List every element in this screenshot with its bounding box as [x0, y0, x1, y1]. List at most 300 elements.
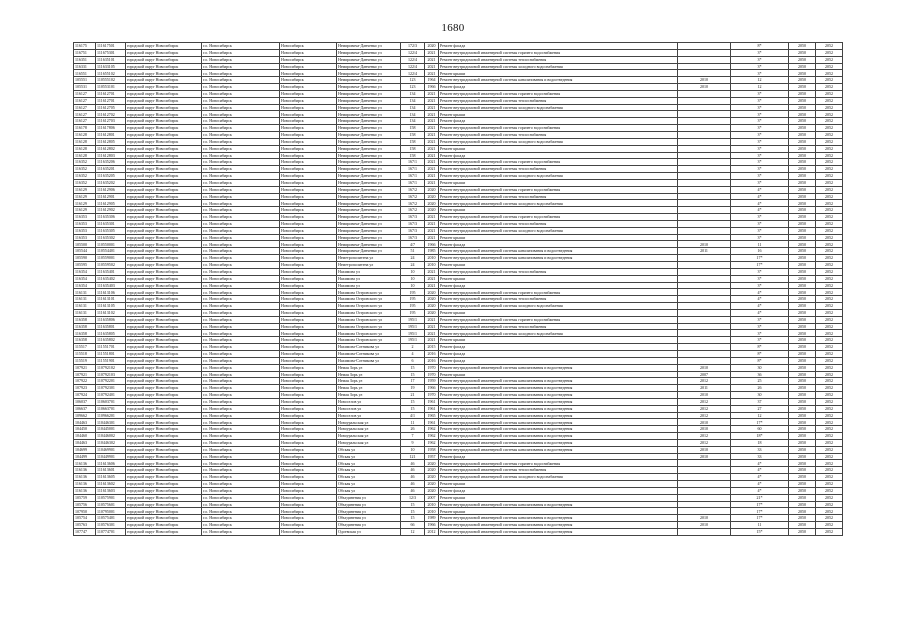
- cell-municipality: г.о. Новосибирск: [202, 49, 280, 56]
- cell-settlement: Новосибирск: [280, 385, 337, 392]
- cell-plan-year-end: 2052: [816, 111, 843, 118]
- cell-address-id: 116751: [74, 49, 96, 56]
- cell-municipal-district: городской округ Новосибирск: [126, 528, 202, 535]
- cell-plan-year-start: 2050: [789, 528, 816, 535]
- cell-wear-percent: 18*: [731, 433, 789, 440]
- table-row: [74, 111, 843, 118]
- cell-last-repair-year: [678, 323, 731, 330]
- cell-plan-year-start: 2050: [789, 508, 816, 515]
- cell-municipality: г.о. Новосибирск: [202, 56, 280, 63]
- cell-work-id: 111635305: [96, 227, 126, 234]
- cell-street: Немировича-Данченко ул: [337, 227, 401, 234]
- repair-schedule-table: [73, 42, 843, 536]
- cell-settlement: Новосибирск: [280, 97, 337, 104]
- cell-settlement: Новосибирск: [280, 357, 337, 364]
- cell-wear-percent: 11: [731, 522, 789, 529]
- cell-street: Нахимова Островского ул: [337, 309, 401, 316]
- cell-house-number: 12: [401, 528, 425, 535]
- cell-plan-year-start: 2050: [789, 323, 816, 330]
- table-row: [74, 392, 843, 399]
- cell-municipality: г.о. Новосибирск: [202, 426, 280, 433]
- cell-last-repair-year: [678, 90, 731, 97]
- cell-work-type: Ремонт фасада: [439, 43, 678, 50]
- cell-street: Немировича-Данченко ул: [337, 214, 401, 221]
- cell-settlement: Новосибирск: [280, 337, 337, 344]
- cell-address-id: 116551: [74, 70, 96, 77]
- table-row: [74, 262, 843, 269]
- cell-address-id: 116128: [74, 138, 96, 145]
- cell-last-repair-year: [678, 282, 731, 289]
- cell-house-number: 195/1: [401, 337, 425, 344]
- cell-municipal-district: городской округ Новосибирск: [126, 186, 202, 193]
- cell-work-type: Ремонт внутридомовой инженерной системы канализования и водоотведения: [439, 412, 678, 419]
- cell-work-type: Ремонт внутридомовой инженерной системы холодного водоснабжения: [439, 104, 678, 111]
- cell-wear-percent: 3*: [731, 179, 789, 186]
- cell-last-repair-year: [678, 528, 731, 535]
- table-row: [74, 385, 843, 392]
- cell-build-year: 1970: [425, 364, 439, 371]
- cell-build-year: 1961: [425, 398, 439, 405]
- cell-wear-percent: 3*: [731, 214, 789, 221]
- cell-municipal-district: городской округ Новосибирск: [126, 131, 202, 138]
- cell-street: Немировича-Данченко ул: [337, 49, 401, 56]
- cell-wear-percent: 3*: [731, 227, 789, 234]
- cell-plan-year-end: 2052: [816, 268, 843, 275]
- cell-wear-percent: 4*: [731, 303, 789, 310]
- table-row: [74, 289, 843, 296]
- cell-settlement: Новосибирск: [280, 378, 337, 385]
- cell-build-year: 2021: [425, 316, 439, 323]
- cell-work-id: 110469901: [96, 446, 126, 453]
- cell-address-id: 116354: [74, 275, 96, 282]
- cell-build-year: 2021: [425, 275, 439, 282]
- cell-work-id: 111612803: [96, 152, 126, 159]
- cell-house-number: 123: [401, 77, 425, 84]
- table-row: [74, 405, 843, 412]
- cell-last-repair-year: [678, 131, 731, 138]
- table-row: [74, 364, 843, 371]
- table-row: [74, 446, 843, 453]
- cell-municipality: г.о. Новосибирск: [202, 508, 280, 515]
- cell-plan-year-end: 2052: [816, 77, 843, 84]
- cell-settlement: Новосибирск: [280, 173, 337, 180]
- cell-street: Нахимова ул: [337, 268, 401, 275]
- cell-municipal-district: городской округ Новосибирск: [126, 439, 202, 446]
- table-row: [74, 433, 843, 440]
- cell-plan-year-start: 2050: [789, 90, 816, 97]
- cell-last-repair-year: [678, 111, 731, 118]
- cell-settlement: Новосибирск: [280, 522, 337, 529]
- cell-work-id: 111612703: [96, 118, 126, 125]
- cell-wear-percent: 3*: [731, 56, 789, 63]
- cell-municipal-district: городской округ Новосибирск: [126, 118, 202, 125]
- table-row: [74, 344, 843, 351]
- cell-plan-year-start: 2050: [789, 248, 816, 255]
- table-row: [74, 63, 843, 70]
- cell-wear-percent: 3*: [731, 97, 789, 104]
- cell-wear-percent: 18: [731, 439, 789, 446]
- cell-last-repair-year: 2010: [678, 522, 731, 529]
- cell-address-id: 106037: [74, 398, 96, 405]
- cell-municipality: г.о. Новосибирск: [202, 515, 280, 522]
- cell-plan-year-start: 2050: [789, 419, 816, 426]
- cell-plan-year-start: 2050: [789, 494, 816, 501]
- cell-work-id: 110575401: [96, 515, 126, 522]
- cell-municipality: г.о. Новосибирск: [202, 84, 280, 91]
- cell-work-id: 111635302: [96, 234, 126, 241]
- cell-street: Нахимова-Сотникова ул: [337, 344, 401, 351]
- cell-work-type: Ремонт фасада: [439, 350, 678, 357]
- cell-last-repair-year: [678, 330, 731, 337]
- cell-house-number: 167/3: [401, 220, 425, 227]
- cell-municipality: г.о. Новосибирск: [202, 309, 280, 316]
- cell-plan-year-end: 2052: [816, 234, 843, 241]
- cell-municipal-district: городской округ Новосибирск: [126, 77, 202, 84]
- cell-last-repair-year: [678, 63, 731, 70]
- cell-address-id: 116136: [74, 487, 96, 494]
- cell-municipality: г.о. Новосибирск: [202, 522, 280, 529]
- cell-municipal-district: городской округ Новосибирск: [126, 179, 202, 186]
- cell-settlement: Новосибирск: [280, 405, 337, 412]
- cell-last-repair-year: 2012: [678, 412, 731, 419]
- cell-plan-year-end: 2052: [816, 207, 843, 214]
- cell-work-type: Ремонт внутридомовой инженерной системы канализования и водоотведения: [439, 378, 678, 385]
- cell-wear-percent: 17*: [731, 515, 789, 522]
- cell-address-id: 115518: [74, 350, 96, 357]
- cell-municipality: г.о. Новосибирск: [202, 487, 280, 494]
- cell-street: Немировича-Данченко ул: [337, 179, 401, 186]
- cell-house-number: 122/4: [401, 56, 425, 63]
- cell-municipal-district: городской округ Новосибирск: [126, 207, 202, 214]
- cell-work-id: 111635306: [96, 214, 126, 221]
- cell-street: Объединения ул: [337, 522, 401, 529]
- cell-wear-percent: 3*: [731, 159, 789, 166]
- cell-municipality: г.о. Новосибирск: [202, 433, 280, 440]
- cell-settlement: Новосибирск: [280, 186, 337, 193]
- cell-work-type: Ремонт внутридомовой инженерной системы теплоснабжения: [439, 296, 678, 303]
- cell-work-type: Ремонт крыши: [439, 70, 678, 77]
- cell-municipality: г.о. Новосибирск: [202, 138, 280, 145]
- cell-wear-percent: 3*: [731, 220, 789, 227]
- table-row: [74, 104, 843, 111]
- cell-build-year: 2020: [425, 207, 439, 214]
- cell-work-id: 111613106: [96, 289, 126, 296]
- cell-plan-year-start: 2050: [789, 268, 816, 275]
- cell-plan-year-start: 2050: [789, 56, 816, 63]
- cell-plan-year-end: 2052: [816, 70, 843, 77]
- cell-work-id: 111612801: [96, 131, 126, 138]
- cell-address-id: 105595: [74, 262, 96, 269]
- cell-house-number: 134: [401, 90, 425, 97]
- cell-work-id: 110559001: [96, 255, 126, 262]
- cell-plan-year-start: 2050: [789, 330, 816, 337]
- cell-municipal-district: городской округ Новосибирск: [126, 227, 202, 234]
- cell-plan-year-end: 2052: [816, 494, 843, 501]
- cell-plan-year-start: 2050: [789, 522, 816, 529]
- cell-municipal-district: городской округ Новосибирск: [126, 104, 202, 111]
- cell-plan-year-start: 2050: [789, 309, 816, 316]
- cell-address-id: 105551: [74, 77, 96, 84]
- cell-house-number: 158: [401, 152, 425, 159]
- cell-work-id: 110449901: [96, 453, 126, 460]
- cell-settlement: Новосибирск: [280, 323, 337, 330]
- cell-wear-percent: 33: [731, 446, 789, 453]
- cell-plan-year-end: 2052: [816, 193, 843, 200]
- cell-plan-year-end: 2052: [816, 528, 843, 535]
- cell-settlement: Новосибирск: [280, 200, 337, 207]
- cell-street: Объединения ул: [337, 508, 401, 515]
- cell-street: Немировича-Данченко ул: [337, 63, 401, 70]
- cell-settlement: Новосибирск: [280, 398, 337, 405]
- cell-settlement: Новосибирск: [280, 344, 337, 351]
- cell-wear-percent: 21*: [731, 494, 789, 501]
- cell-plan-year-end: 2052: [816, 453, 843, 460]
- cell-last-repair-year: [678, 104, 731, 111]
- cell-plan-year-start: 2050: [789, 173, 816, 180]
- cell-build-year: 1970: [425, 371, 439, 378]
- cell-plan-year-end: 2052: [816, 282, 843, 289]
- cell-municipal-district: городской округ Новосибирск: [126, 385, 202, 392]
- cell-plan-year-end: 2052: [816, 84, 843, 91]
- cell-last-repair-year: 2010: [678, 392, 731, 399]
- cell-plan-year-end: 2052: [816, 330, 843, 337]
- cell-municipality: г.о. Новосибирск: [202, 248, 280, 255]
- cell-work-id: 111635403: [96, 282, 126, 289]
- cell-plan-year-start: 2050: [789, 220, 816, 227]
- cell-work-id: 111635401: [96, 268, 126, 275]
- capital-repair-table-sheet: [73, 42, 842, 536]
- cell-work-type: Ремонт внутридомовой инженерной системы канализования и водоотведения: [439, 426, 678, 433]
- cell-work-id: 110663701: [96, 405, 126, 412]
- cell-build-year: 2010: [425, 262, 439, 269]
- cell-street: Немая Зорь ул: [337, 378, 401, 385]
- cell-plan-year-start: 2050: [789, 145, 816, 152]
- cell-work-type: Ремонт внутридомовой инженерной системы холодного водоснабжения: [439, 227, 678, 234]
- cell-plan-year-start: 2050: [789, 350, 816, 357]
- cell-work-id: 110792401: [96, 392, 126, 399]
- cell-work-id: 110774701: [96, 528, 126, 535]
- cell-municipal-district: городской округ Новосибирск: [126, 97, 202, 104]
- cell-municipal-district: городской округ Новосибирск: [126, 125, 202, 132]
- cell-plan-year-end: 2052: [816, 159, 843, 166]
- cell-work-id: 110559502: [96, 262, 126, 269]
- cell-municipality: г.о. Новосибирск: [202, 446, 280, 453]
- table-row: [74, 378, 843, 385]
- table-row: [74, 371, 843, 378]
- cell-address-id: 107747: [74, 528, 96, 535]
- cell-settlement: Новосибирск: [280, 227, 337, 234]
- cell-wear-percent: 26: [731, 385, 789, 392]
- cell-municipal-district: городской округ Новосибирск: [126, 487, 202, 494]
- cell-street: Немировича-Данченко ул: [337, 77, 401, 84]
- cell-plan-year-end: 2052: [816, 200, 843, 207]
- cell-house-number: 195/1: [401, 330, 425, 337]
- cell-work-type: Ремонт внутридомовой инженерной системы теплоснабжения: [439, 97, 678, 104]
- cell-street: Немировича-Данченко ул: [337, 84, 401, 91]
- cell-settlement: Новосибирск: [280, 111, 337, 118]
- cell-municipality: г.о. Новосибирск: [202, 234, 280, 241]
- cell-build-year: 2020: [425, 460, 439, 467]
- cell-street: Немая Зорь ул: [337, 371, 401, 378]
- cell-work-id: 110446301: [96, 419, 126, 426]
- cell-address-id: 116358: [74, 337, 96, 344]
- cell-last-repair-year: [678, 97, 731, 104]
- cell-municipality: г.о. Новосибирск: [202, 316, 280, 323]
- cell-house-number: 19: [401, 385, 425, 392]
- table-row: [74, 501, 843, 508]
- cell-house-number: 15: [401, 371, 425, 378]
- cell-build-year: 2021: [425, 138, 439, 145]
- cell-settlement: Новосибирск: [280, 453, 337, 460]
- cell-municipal-district: городской округ Новосибирск: [126, 405, 202, 412]
- cell-address-id: 116136: [74, 467, 96, 474]
- cell-wear-percent: 4*: [731, 289, 789, 296]
- cell-municipal-district: городской округ Новосибирск: [126, 173, 202, 180]
- cell-last-repair-year: [678, 138, 731, 145]
- cell-work-id: 111617501: [96, 43, 126, 50]
- cell-house-number: 21: [401, 392, 425, 399]
- cell-municipal-district: городской округ Новосибирск: [126, 419, 202, 426]
- table-row: [74, 138, 843, 145]
- cell-plan-year-end: 2052: [816, 296, 843, 303]
- cell-plan-year-end: 2052: [816, 255, 843, 262]
- cell-municipality: г.о. Новосибирск: [202, 111, 280, 118]
- cell-build-year: 2020: [425, 193, 439, 200]
- cell-work-id: 110550001: [96, 241, 126, 248]
- cell-house-number: 172/3: [401, 43, 425, 50]
- cell-settlement: Новосибирск: [280, 309, 337, 316]
- cell-address-id: 107923: [74, 385, 96, 392]
- cell-build-year: 2021: [425, 111, 439, 118]
- cell-street: Неметрополитена ул: [337, 262, 401, 269]
- cell-work-id: 110603701: [96, 398, 126, 405]
- cell-work-id: 110553101: [96, 84, 126, 91]
- cell-municipality: г.о. Новосибирск: [202, 419, 280, 426]
- cell-work-id: 110792201: [96, 378, 126, 385]
- cell-work-type: Ремонт фасада: [439, 344, 678, 351]
- cell-plan-year-start: 2050: [789, 275, 816, 282]
- cell-plan-year-start: 2050: [789, 426, 816, 433]
- cell-house-number: 66: [401, 522, 425, 529]
- cell-work-type: Ремонт внутридомовой инженерной системы горячего водоснабжения: [439, 49, 678, 56]
- cell-work-id: 111613605: [96, 474, 126, 481]
- cell-municipality: г.о. Новосибирск: [202, 104, 280, 111]
- cell-house-number: 121: [401, 453, 425, 460]
- cell-plan-year-end: 2052: [816, 56, 843, 63]
- cell-house-number: 46: [401, 467, 425, 474]
- cell-plan-year-start: 2050: [789, 255, 816, 262]
- cell-work-type: Ремонт внутридомовой инженерной системы теплоснабжения: [439, 220, 678, 227]
- cell-last-repair-year: [678, 487, 731, 494]
- cell-address-id: 116136: [74, 474, 96, 481]
- cell-last-repair-year: [678, 173, 731, 180]
- cell-address-id: 105763: [74, 522, 96, 529]
- cell-plan-year-end: 2052: [816, 426, 843, 433]
- cell-build-year: 2021: [425, 63, 439, 70]
- cell-plan-year-start: 2050: [789, 357, 816, 364]
- cell-work-type: Ремонт внутридомовой инженерной системы канализования и водоотведения: [439, 398, 678, 405]
- cell-work-type: Ремонт фасада: [439, 118, 678, 125]
- cell-settlement: Новосибирск: [280, 446, 337, 453]
- cell-municipality: г.о. Новосибирск: [202, 227, 280, 234]
- cell-build-year: 2021: [425, 337, 439, 344]
- cell-settlement: Новосибирск: [280, 460, 337, 467]
- cell-house-number: 158: [401, 145, 425, 152]
- cell-municipal-district: городской округ Новосибирск: [126, 84, 202, 91]
- cell-plan-year-start: 2050: [789, 118, 816, 125]
- cell-plan-year-start: 2050: [789, 501, 816, 508]
- cell-house-number: 167/1: [401, 173, 425, 180]
- cell-street: Немировича-Данченко ул: [337, 125, 401, 132]
- cell-house-number: 9: [401, 439, 425, 446]
- cell-wear-percent: 4*: [731, 460, 789, 467]
- cell-address-id: 107922: [74, 378, 96, 385]
- cell-municipal-district: городской округ Новосибирск: [126, 426, 202, 433]
- cell-house-number: 195: [401, 296, 425, 303]
- cell-municipal-district: городской округ Новосибирск: [126, 159, 202, 166]
- cell-last-repair-year: 2010: [678, 426, 731, 433]
- cell-build-year: 2020: [425, 43, 439, 50]
- cell-municipal-district: городской округ Новосибирск: [126, 255, 202, 262]
- cell-plan-year-end: 2052: [816, 371, 843, 378]
- cell-work-id: 110554401: [96, 248, 126, 255]
- cell-house-number: 2: [401, 344, 425, 351]
- cell-address-id: 116351: [74, 56, 96, 63]
- table-row: [74, 70, 843, 77]
- cell-work-type: Ремонт фасада: [439, 282, 678, 289]
- cell-address-id: 104450: [74, 426, 96, 433]
- cell-address-id: 116128: [74, 152, 96, 159]
- cell-plan-year-end: 2052: [816, 378, 843, 385]
- cell-address-id: 106637: [74, 405, 96, 412]
- cell-work-id: 111635202: [96, 179, 126, 186]
- cell-plan-year-start: 2050: [789, 487, 816, 494]
- cell-street: Немая Зорь ул: [337, 392, 401, 399]
- cell-municipal-district: городской округ Новосибирск: [126, 166, 202, 173]
- cell-last-repair-year: [678, 152, 731, 159]
- cell-address-id: 116127: [74, 97, 96, 104]
- cell-plan-year-start: 2050: [789, 439, 816, 446]
- cell-work-id: 111635206: [96, 159, 126, 166]
- cell-house-number: 11: [401, 419, 425, 426]
- cell-address-id: 116127: [74, 90, 96, 97]
- cell-municipality: г.о. Новосибирск: [202, 412, 280, 419]
- cell-plan-year-end: 2052: [816, 152, 843, 159]
- cell-wear-percent: 3*: [731, 125, 789, 132]
- cell-last-repair-year: 2012: [678, 398, 731, 405]
- cell-municipal-district: городской округ Новосибирск: [126, 289, 202, 296]
- cell-work-type: Ремонт внутридомовой инженерной системы холодного водоснабжения: [439, 474, 678, 481]
- cell-work-id: 111613102: [96, 309, 126, 316]
- cell-plan-year-start: 2050: [789, 371, 816, 378]
- cell-settlement: Новосибирск: [280, 426, 337, 433]
- cell-work-type: Ремонт внутридомовой инженерной системы теплоснабжения: [439, 166, 678, 173]
- cell-plan-year-start: 2050: [789, 241, 816, 248]
- cell-address-id: 116175: [74, 43, 96, 50]
- cell-last-repair-year: [678, 316, 731, 323]
- cell-plan-year-start: 2050: [789, 303, 816, 310]
- cell-build-year: 1964: [425, 77, 439, 84]
- table-row: [74, 145, 843, 152]
- cell-build-year: 2021: [425, 282, 439, 289]
- cell-wear-percent: 3*: [731, 323, 789, 330]
- cell-work-type: Ремонт внутридомовой инженерной системы канализования и водоотведения: [439, 515, 678, 522]
- cell-municipality: г.о. Новосибирск: [202, 357, 280, 364]
- cell-build-year: 1989: [425, 515, 439, 522]
- cell-house-number: 158: [401, 131, 425, 138]
- cell-address-id: 116354: [74, 282, 96, 289]
- cell-house-number: 7: [401, 433, 425, 440]
